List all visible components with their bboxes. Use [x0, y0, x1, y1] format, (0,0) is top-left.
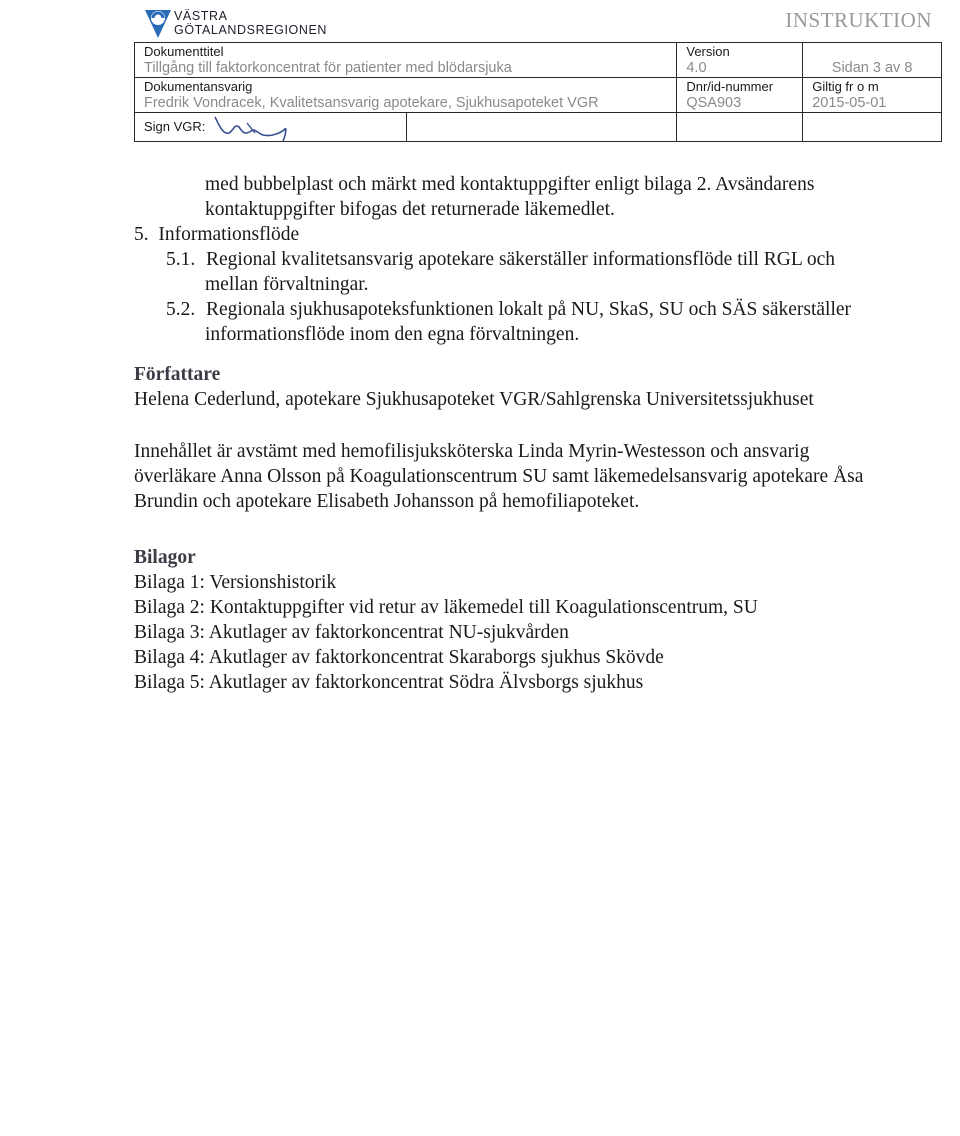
- handwritten-signature: [211, 111, 301, 145]
- metadata-row-sign: [135, 113, 942, 142]
- section-5-2-line-2: informationsflöde inom den egna förvaltningen.: [205, 324, 580, 345]
- title-cell: [135, 43, 677, 78]
- valid-from-label: Giltig fr o m: [812, 79, 879, 94]
- attachments-heading: Bilagor: [134, 547, 196, 568]
- org-name-line1: VÄSTRA: [174, 9, 228, 23]
- vgr-logo-icon: [144, 6, 174, 42]
- section-5-1-line-2: mellan förvaltningar.: [205, 274, 369, 295]
- page-cell: [803, 43, 942, 78]
- document-metadata-table: [134, 42, 942, 142]
- sign-empty-cell: [677, 113, 803, 142]
- author-heading: Författare: [134, 364, 221, 385]
- document-body: [134, 172, 934, 695]
- sign-empty-cell-2: [803, 113, 942, 142]
- review-text-line-2: överläkare Anna Olsson på Koagulationscentrum SU samt läkemedelsansvarig apotekare Åsa: [134, 466, 864, 487]
- section-5-1-number: 5.1.: [166, 249, 196, 270]
- vgr-logo: [144, 6, 344, 42]
- version-cell: [677, 43, 803, 78]
- review-text-line-1: Innehållet är avstämt med hemofilisjuksköterska Linda Myrin-Westesson och ansvarig: [134, 441, 810, 462]
- document-type: INSTRUKTION: [785, 8, 932, 32]
- valid-cell: [803, 78, 942, 113]
- section-5-heading: 5. Informationsflöde: [134, 224, 300, 245]
- attachment-item: Bilaga 4: Akutlager av faktorkoncentrat Skaraborgs sjukhus Skövde: [134, 647, 664, 668]
- title-label: Dokumenttitel: [144, 44, 224, 59]
- version-label: Version: [686, 44, 730, 59]
- metadata-row-owner: [135, 78, 942, 113]
- version-value: 4.0: [686, 60, 707, 76]
- continued-text-line-1: med bubbelplast och märkt med kontaktuppgifter enligt bilaga 2. Avsändarens: [205, 174, 815, 195]
- attachment-item: Bilaga 2: Kontaktuppgifter vid retur av läkemedel till Koagulationscentrum, SU: [134, 597, 758, 618]
- page-number: Sidan 3 av 8: [831, 60, 913, 76]
- id-label: Dnr/id-nummer: [686, 79, 774, 94]
- id-cell: [677, 78, 803, 113]
- continued-text-line-2: kontaktuppgifter bifogas det returnerade läkemedlet.: [205, 199, 615, 220]
- metadata-row-title: [135, 43, 942, 78]
- section-5-2-number: 5.2.: [166, 299, 196, 320]
- org-name-line2: GÖTALANDSREGIONEN: [174, 23, 328, 37]
- owner-cell: [135, 78, 677, 113]
- attachment-item: Bilaga 3: Akutlager av faktorkoncentrat NU-sjukvården: [134, 622, 569, 643]
- sign-label: Sign VGR:: [144, 119, 206, 134]
- attachment-item: Bilaga 1: Versionshistorik: [134, 572, 337, 593]
- section-5-1-line-1: [134, 247, 934, 272]
- attachment-item: Bilaga 5: Akutlager av faktorkoncentrat Södra Älvsborgs sjukhus: [134, 672, 644, 693]
- sign-cell: [135, 113, 677, 142]
- review-text-line-3: Brundin och apotekare Elisabeth Johansson på hemofiliapoteket.: [134, 491, 640, 512]
- section-5-2-text: Regionala sjukhusapoteksfunktionen lokalt på NU, SkaS, SU och SÄS säkerställer: [206, 299, 852, 320]
- author-text: Helena Cederlund, apotekare Sjukhusapoteket VGR/Sahlgrenska Universitetssjukhuset: [134, 389, 814, 410]
- id-value: QSA903: [686, 95, 742, 111]
- owner-label: Dokumentansvarig: [144, 79, 253, 94]
- valid-from-value: 2015-05-01: [812, 95, 887, 111]
- section-5-1-text: Regional kvalitetsansvarig apotekare säkerställer informationsflöde till RGL och: [206, 249, 836, 270]
- title-value: Tillgång till faktorkoncentrat för patienter med blödarsjuka: [144, 60, 512, 76]
- section-5-2-line-1: [134, 297, 934, 322]
- owner-value: Fredrik Vondracek, Kvalitetsansvarig apotekare, Sjukhusapoteket VGR: [144, 95, 599, 111]
